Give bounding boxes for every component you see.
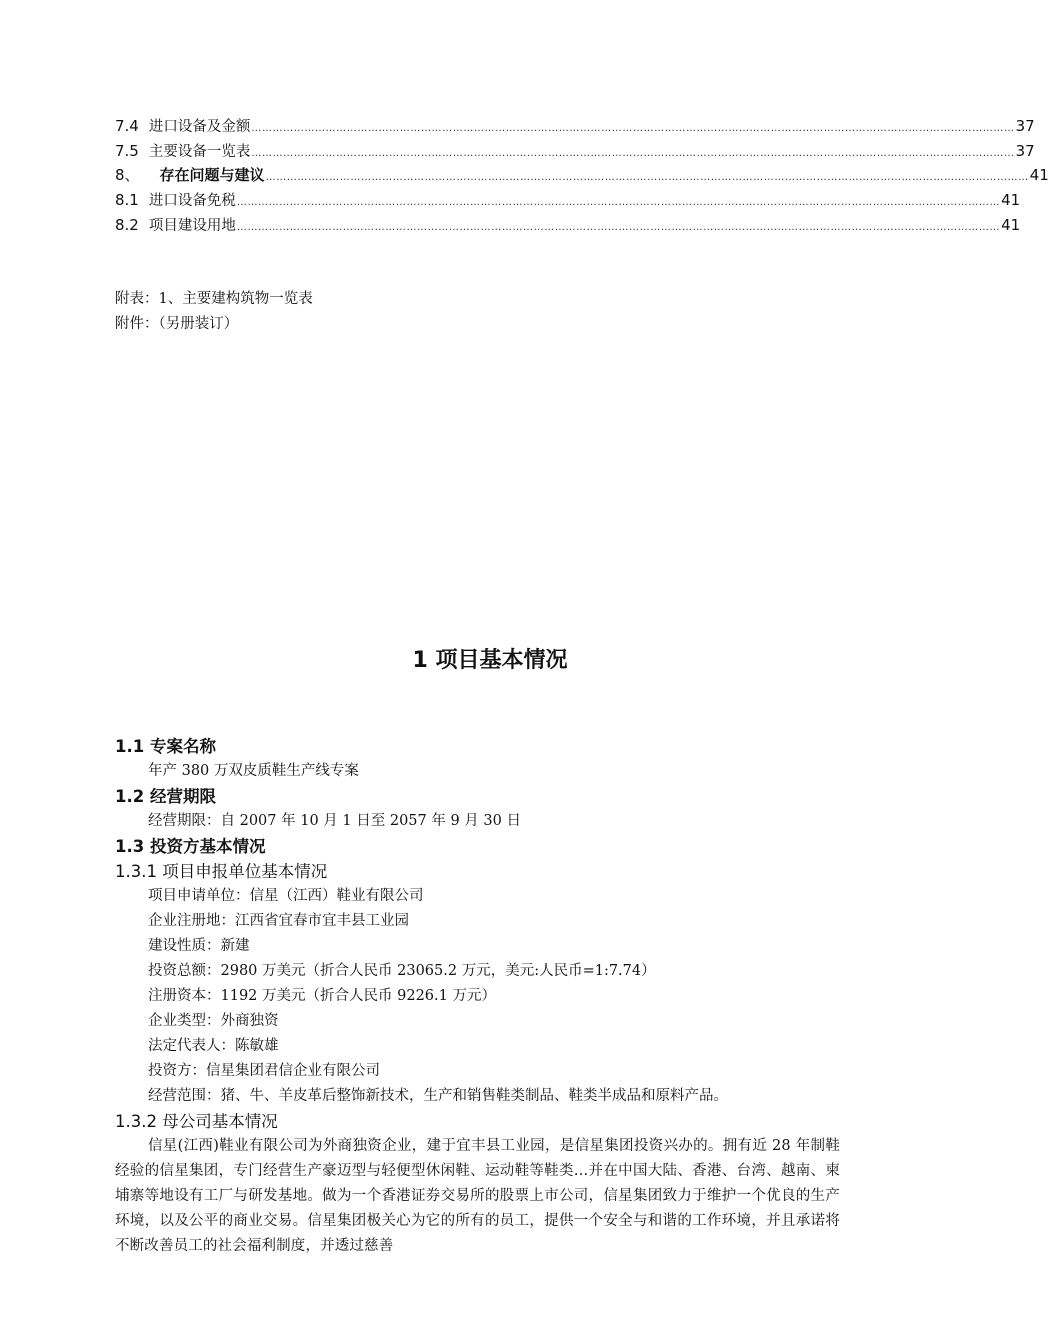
- info-line: 投资方：信星集团君信企业有限公司: [148, 1063, 380, 1079]
- section-heading: 1.3 投资方基本情况: [115, 837, 266, 856]
- toc-entry-number: 8.2: [115, 215, 139, 234]
- toc-entry-title: 进口设备免税: [148, 193, 236, 210]
- toc-entry-title: 存在问题与建议: [159, 166, 265, 185]
- toc-entry[interactable]: [115, 213, 1021, 238]
- toc-entry-number: 7.4: [115, 117, 139, 135]
- toc-entry-number: 7.5: [115, 141, 139, 160]
- toc-entry[interactable]: [115, 139, 1035, 164]
- toc-entry-title: 进口设备及金额: [148, 119, 251, 135]
- toc-entry-page: 41: [1001, 215, 1021, 234]
- toc-entry[interactable]: [115, 114, 1035, 139]
- toc-dot-leader: ………………………………………………………………………………………………………………………………………………………………………………………………: [236, 197, 1001, 209]
- toc-dot-leader: ………………………………………………………………………………………………………………………………………………………………………………………………: [251, 147, 1015, 159]
- info-line: 建设性质：新建: [148, 938, 250, 954]
- subsection-heading: 1.3.2 母公司基本情况: [115, 1112, 278, 1131]
- toc-entry[interactable]: [115, 163, 1049, 188]
- subsection-heading: 1.3.1 项目申报单位基本情况: [115, 862, 328, 881]
- section-text: 经营期限：自 2007 年 10 月 1 日至 2057 年 9 月 30 日: [148, 813, 521, 829]
- toc-dot-leader: ………………………………………………………………………………………………………………………………………………………………………………………………: [236, 221, 1001, 233]
- toc-entry-page: 41: [1001, 191, 1021, 210]
- annex-notes: [115, 287, 313, 337]
- section-text: 年产 380 万双皮质鞋生产线专案: [148, 763, 359, 779]
- toc-entry[interactable]: [115, 188, 1021, 213]
- toc-entry-page: 41: [1029, 166, 1049, 185]
- toc-entry-number: 8.1: [115, 191, 139, 210]
- info-line: 法定代表人：陈敏雄: [148, 1038, 279, 1054]
- toc-entry-number: 8、: [115, 166, 140, 185]
- info-line: 经营范围：猪、牛、羊皮革后整饰新技术，生产和销售鞋类制品、鞋类半成品和原料产品。: [148, 1088, 728, 1104]
- toc-entry-page: 37: [1015, 117, 1035, 135]
- toc-dot-leader: ………………………………………………………………………………………………………………………………………………………………………………………………: [265, 172, 1029, 184]
- toc-entry-title: 主要设备一览表: [148, 143, 251, 160]
- annex-attachment-line: 附件：（另册装订）: [115, 316, 239, 332]
- toc-entry-page: 37: [1015, 141, 1035, 160]
- table-of-contents: [115, 114, 1049, 237]
- chapter-title: 1 项目基本情况: [412, 648, 568, 673]
- chapter-content: [115, 734, 840, 1259]
- info-line: 投资总额：2980 万美元（折合人民币 23065.2 万元，美元:人民币=1:7.74）: [148, 963, 656, 979]
- info-line: 企业类型：外商独资: [148, 1013, 279, 1029]
- annex-table-line: 附表：1、主要建构筑物一览表: [115, 291, 313, 307]
- section-heading: 1.1 专案名称: [115, 737, 216, 756]
- toc-entry-title: 项目建设用地: [148, 217, 236, 234]
- info-line: 项目申请单位：信星（江西）鞋业有限公司: [148, 888, 424, 904]
- info-line: 注册资本：1192 万美元（折合人民币 9226.1 万元）: [148, 988, 496, 1004]
- section-heading: 1.2 经营期限: [115, 787, 216, 806]
- toc-dot-leader: ………………………………………………………………………………………………………………………………………………………………………………………………: [251, 123, 1015, 134]
- body-paragraph: 信星(江西)鞋业有限公司为外商独资企业，建于宜丰县工业园，是信星集团投资兴办的。拥有近 28 年制鞋经验的信星集团，专门经营生产豪迈型与轻便型休闲鞋、运动鞋等鞋类…并在中国大陆、香港、台湾、越南、柬埔寨等地设有工厂与研发基地。做为一个香港证券交易所的股票上市公司，信星集团致力于维护一个优良的生产环境，以及公平的商业交易。信星集团极关心为它的所有的员工，提供一个安全与和谐的工作环境，并且承诺将不断改善员工的社会福利制度，并透过慈善: [115, 1138, 840, 1254]
- info-line: 企业注册地：江西省宜春市宜丰县工业园: [148, 913, 409, 929]
